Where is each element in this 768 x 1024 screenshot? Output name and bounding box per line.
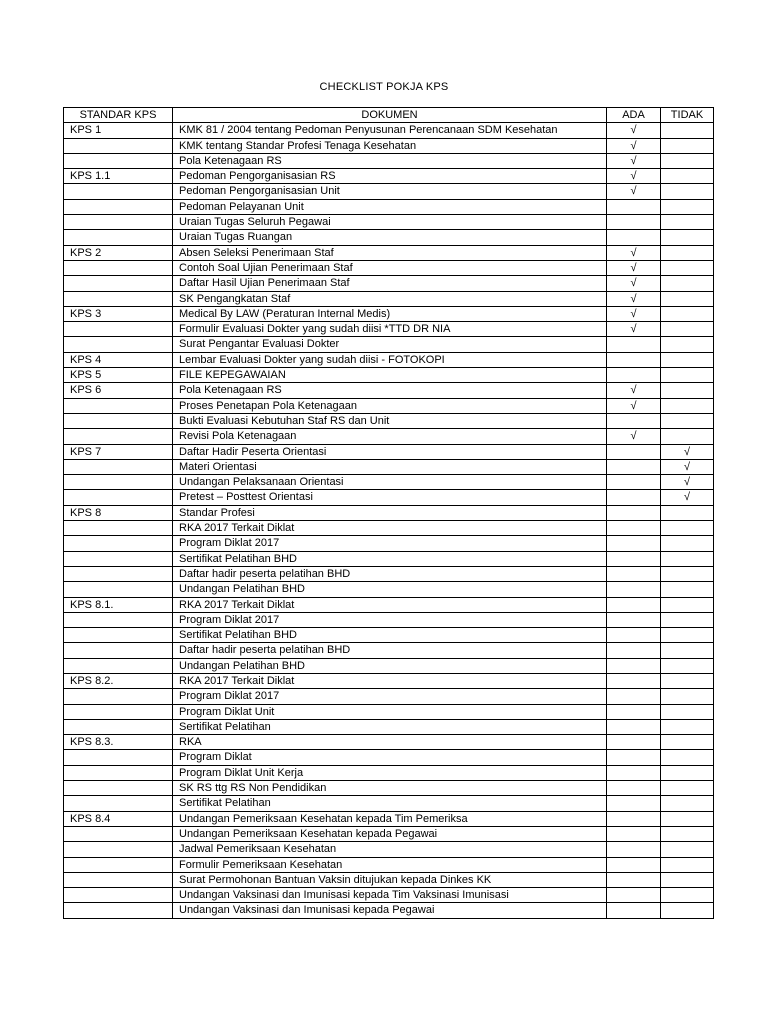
table-row — [64, 566, 714, 581]
ada-check-cell — [607, 719, 661, 734]
standard-cell — [64, 658, 173, 673]
tidak-check-cell — [661, 551, 714, 566]
document-cell: Daftar hadir peserta pelatihan BHD — [173, 566, 607, 581]
table-row — [64, 536, 714, 551]
table-row — [64, 521, 714, 536]
table-row — [64, 444, 714, 459]
document-cell: Pretest – Posttest Orientasi — [173, 490, 607, 505]
tidak-check-cell — [661, 673, 714, 688]
document-cell: Pedoman Pelayanan Unit — [173, 199, 607, 214]
ada-check-cell: √ — [607, 322, 661, 337]
ada-check-cell — [607, 597, 661, 612]
document-cell: RKA 2017 Terkait Diklat — [173, 673, 607, 688]
standard-cell — [64, 475, 173, 490]
standard-cell — [64, 888, 173, 903]
table-row — [64, 612, 714, 627]
standard-cell — [64, 857, 173, 872]
tidak-check-cell — [661, 352, 714, 367]
tidak-check-cell — [661, 245, 714, 260]
ada-check-cell: √ — [607, 138, 661, 153]
ada-check-cell — [607, 368, 661, 383]
ada-check-cell: √ — [607, 276, 661, 291]
header-tidak: TIDAK — [661, 108, 714, 123]
document-cell: Undangan Pelaksanaan Orientasi — [173, 475, 607, 490]
table-row — [64, 658, 714, 673]
document-cell: Program Diklat Unit — [173, 704, 607, 719]
ada-check-cell: √ — [607, 398, 661, 413]
tidak-check-cell — [661, 291, 714, 306]
ada-check-cell — [607, 689, 661, 704]
standard-cell — [64, 153, 173, 168]
standard-cell — [64, 551, 173, 566]
standard-cell: KPS 8.3. — [64, 735, 173, 750]
document-cell: Revisi Pola Ketenagaan — [173, 429, 607, 444]
ada-check-cell — [607, 413, 661, 428]
table-row — [64, 169, 714, 184]
table-row — [64, 888, 714, 903]
ada-check-cell: √ — [607, 245, 661, 260]
table-row — [64, 306, 714, 321]
table-row — [64, 781, 714, 796]
document-cell: Uraian Tugas Ruangan — [173, 230, 607, 245]
table-row — [64, 245, 714, 260]
tidak-check-cell — [661, 857, 714, 872]
table-row — [64, 123, 714, 138]
standard-cell — [64, 138, 173, 153]
table-row — [64, 719, 714, 734]
document-cell: FILE KEPEGAWAIAN — [173, 368, 607, 383]
standard-cell — [64, 521, 173, 536]
table-row — [64, 429, 714, 444]
ada-check-cell — [607, 735, 661, 750]
tidak-check-cell — [661, 888, 714, 903]
document-cell: Sertifikat Pelatihan — [173, 719, 607, 734]
ada-check-cell — [607, 490, 661, 505]
ada-check-cell — [607, 505, 661, 520]
table-row — [64, 413, 714, 428]
document-cell: RKA 2017 Terkait Diklat — [173, 597, 607, 612]
document-cell: Uraian Tugas Seluruh Pegawai — [173, 215, 607, 230]
table-row — [64, 765, 714, 780]
standard-cell: KPS 8 — [64, 505, 173, 520]
document-cell: Sertifikat Pelatihan BHD — [173, 628, 607, 643]
standard-cell: KPS 3 — [64, 306, 173, 321]
ada-check-cell — [607, 658, 661, 673]
document-cell: Contoh Soal Ujian Penerimaan Staf — [173, 260, 607, 275]
tidak-check-cell — [661, 429, 714, 444]
document-cell: Bukti Evaluasi Kebutuhan Staf RS dan Unit — [173, 413, 607, 428]
standard-cell — [64, 781, 173, 796]
table-row — [64, 490, 714, 505]
ada-check-cell — [607, 230, 661, 245]
tidak-check-cell — [661, 368, 714, 383]
standard-cell — [64, 536, 173, 551]
ada-check-cell — [607, 199, 661, 214]
document-cell: Absen Seleksi Penerimaan Staf — [173, 245, 607, 260]
ada-check-cell: √ — [607, 291, 661, 306]
standard-cell: KPS 7 — [64, 444, 173, 459]
tidak-check-cell — [661, 337, 714, 352]
table-row — [64, 735, 714, 750]
standard-cell: KPS 1.1 — [64, 169, 173, 184]
document-cell: Formulir Pemeriksaan Kesehatan — [173, 857, 607, 872]
table-row — [64, 322, 714, 337]
tidak-check-cell — [661, 276, 714, 291]
tidak-check-cell — [661, 750, 714, 765]
document-cell: Pedoman Pengorganisasian Unit — [173, 184, 607, 199]
standard-cell — [64, 582, 173, 597]
table-row — [64, 337, 714, 352]
document-cell: Undangan Pemeriksaan Kesehatan kepada Tim Pemeriksa — [173, 811, 607, 826]
ada-check-cell — [607, 872, 661, 887]
tidak-check-cell — [661, 719, 714, 734]
table-row — [64, 215, 714, 230]
standard-cell: KPS 4 — [64, 352, 173, 367]
tidak-check-cell — [661, 199, 714, 214]
tidak-check-cell — [661, 597, 714, 612]
table-row — [64, 826, 714, 841]
ada-check-cell — [607, 765, 661, 780]
standard-cell — [64, 322, 173, 337]
standard-cell — [64, 903, 173, 918]
table-row — [64, 475, 714, 490]
standard-cell — [64, 872, 173, 887]
document-cell: Program Diklat 2017 — [173, 612, 607, 627]
standard-cell — [64, 826, 173, 841]
tidak-check-cell: √ — [661, 459, 714, 474]
table-row — [64, 276, 714, 291]
tidak-check-cell — [661, 628, 714, 643]
tidak-check-cell — [661, 643, 714, 658]
ada-check-cell — [607, 536, 661, 551]
table-row — [64, 582, 714, 597]
table-row — [64, 184, 714, 199]
standard-cell — [64, 260, 173, 275]
tidak-check-cell — [661, 184, 714, 199]
standard-cell — [64, 704, 173, 719]
ada-check-cell — [607, 582, 661, 597]
standard-cell — [64, 337, 173, 352]
tidak-check-cell — [661, 505, 714, 520]
table-row — [64, 903, 714, 918]
tidak-check-cell — [661, 383, 714, 398]
tidak-check-cell — [661, 689, 714, 704]
tidak-check-cell — [661, 230, 714, 245]
table-row — [64, 383, 714, 398]
ada-check-cell — [607, 352, 661, 367]
table-row — [64, 628, 714, 643]
ada-check-cell: √ — [607, 429, 661, 444]
tidak-check-cell: √ — [661, 490, 714, 505]
standard-cell — [64, 490, 173, 505]
ada-check-cell — [607, 811, 661, 826]
document-cell: Formulir Evaluasi Dokter yang sudah diisi *TTD DR NIA — [173, 322, 607, 337]
document-cell: Medical By LAW (Peraturan Internal Medis) — [173, 306, 607, 321]
table-row — [64, 352, 714, 367]
document-cell: Pola Ketenagaan RS — [173, 383, 607, 398]
tidak-check-cell — [661, 903, 714, 918]
tidak-check-cell — [661, 704, 714, 719]
header-ada: ADA — [607, 108, 661, 123]
tidak-check-cell — [661, 872, 714, 887]
ada-check-cell — [607, 551, 661, 566]
document-cell: Pedoman Pengorganisasian RS — [173, 169, 607, 184]
tidak-check-cell — [661, 765, 714, 780]
standard-cell — [64, 184, 173, 199]
tidak-check-cell — [661, 306, 714, 321]
tidak-check-cell — [661, 566, 714, 581]
table-row — [64, 673, 714, 688]
ada-check-cell — [607, 826, 661, 841]
ada-check-cell — [607, 903, 661, 918]
ada-check-cell — [607, 459, 661, 474]
tidak-check-cell — [661, 138, 714, 153]
ada-check-cell — [607, 643, 661, 658]
document-cell: Program Diklat 2017 — [173, 536, 607, 551]
standard-cell — [64, 199, 173, 214]
table-header-row — [64, 108, 714, 123]
tidak-check-cell — [661, 260, 714, 275]
ada-check-cell — [607, 842, 661, 857]
ada-check-cell — [607, 704, 661, 719]
document-cell: Program Diklat 2017 — [173, 689, 607, 704]
ada-check-cell — [607, 857, 661, 872]
tidak-check-cell — [661, 215, 714, 230]
standard-cell — [64, 398, 173, 413]
standard-cell — [64, 429, 173, 444]
ada-check-cell — [607, 612, 661, 627]
table-row — [64, 260, 714, 275]
document-cell: Program Diklat Unit Kerja — [173, 765, 607, 780]
tidak-check-cell — [661, 842, 714, 857]
ada-check-cell: √ — [607, 184, 661, 199]
standard-cell — [64, 276, 173, 291]
standard-cell — [64, 413, 173, 428]
tidak-check-cell — [661, 413, 714, 428]
table-row — [64, 597, 714, 612]
table-row — [64, 291, 714, 306]
standard-cell: KPS 5 — [64, 368, 173, 383]
standard-cell — [64, 628, 173, 643]
document-cell: Standar Profesi — [173, 505, 607, 520]
ada-check-cell: √ — [607, 260, 661, 275]
document-cell: Undangan Pemeriksaan Kesehatan kepada Pegawai — [173, 826, 607, 841]
tidak-check-cell: √ — [661, 444, 714, 459]
ada-check-cell: √ — [607, 306, 661, 321]
document-cell: Program Diklat — [173, 750, 607, 765]
header-document: DOKUMEN — [173, 108, 607, 123]
standard-cell: KPS 8.2. — [64, 673, 173, 688]
document-cell: Sertifikat Pelatihan BHD — [173, 551, 607, 566]
tidak-check-cell — [661, 123, 714, 138]
document-cell: Daftar hadir peserta pelatihan BHD — [173, 643, 607, 658]
table-row — [64, 505, 714, 520]
table-row — [64, 153, 714, 168]
ada-check-cell — [607, 215, 661, 230]
ada-check-cell: √ — [607, 169, 661, 184]
tidak-check-cell — [661, 322, 714, 337]
table-row — [64, 138, 714, 153]
ada-check-cell — [607, 475, 661, 490]
ada-check-cell — [607, 750, 661, 765]
table-row — [64, 857, 714, 872]
table-row — [64, 230, 714, 245]
document-cell: Undangan Pelatihan BHD — [173, 582, 607, 597]
ada-check-cell — [607, 673, 661, 688]
standard-cell — [64, 796, 173, 811]
document-cell: RKA — [173, 735, 607, 750]
document-cell: Daftar Hasil Ujian Penerimaan Staf — [173, 276, 607, 291]
document-cell: KMK 81 / 2004 tentang Pedoman Penyusunan Perencanaan SDM Kesehatan — [173, 123, 607, 138]
ada-check-cell: √ — [607, 123, 661, 138]
standard-cell — [64, 689, 173, 704]
table-row — [64, 459, 714, 474]
tidak-check-cell — [661, 536, 714, 551]
tidak-check-cell — [661, 658, 714, 673]
ada-check-cell — [607, 521, 661, 536]
tidak-check-cell — [661, 811, 714, 826]
ada-check-cell: √ — [607, 383, 661, 398]
table-row — [64, 689, 714, 704]
tidak-check-cell — [661, 398, 714, 413]
ada-check-cell — [607, 796, 661, 811]
tidak-check-cell — [661, 735, 714, 750]
ada-check-cell — [607, 444, 661, 459]
table-row — [64, 398, 714, 413]
table-row — [64, 551, 714, 566]
document-cell: Jadwal Pemeriksaan Kesehatan — [173, 842, 607, 857]
table-row — [64, 842, 714, 857]
standard-cell — [64, 765, 173, 780]
document-cell: SK Pengangkatan Staf — [173, 291, 607, 306]
ada-check-cell — [607, 781, 661, 796]
document-cell: Lembar Evaluasi Dokter yang sudah diisi - FOTOKOPI — [173, 352, 607, 367]
table-row — [64, 796, 714, 811]
table-row — [64, 811, 714, 826]
ada-check-cell — [607, 888, 661, 903]
checklist-table — [63, 107, 714, 919]
table-row — [64, 368, 714, 383]
tidak-check-cell — [661, 796, 714, 811]
tidak-check-cell — [661, 612, 714, 627]
document-cell: Pola Ketenagaan RS — [173, 153, 607, 168]
document-cell: Undangan Vaksinasi dan Imunisasi kepada Pegawai — [173, 903, 607, 918]
standard-cell — [64, 291, 173, 306]
standard-cell: KPS 1 — [64, 123, 173, 138]
ada-check-cell — [607, 337, 661, 352]
standard-cell — [64, 750, 173, 765]
ada-check-cell — [607, 628, 661, 643]
tidak-check-cell — [661, 826, 714, 841]
document-cell: Proses Penetapan Pola Ketenagaan — [173, 398, 607, 413]
ada-check-cell: √ — [607, 153, 661, 168]
table-row — [64, 199, 714, 214]
page-title: CHECKLIST POKJA KPS — [319, 81, 449, 93]
document-cell: RKA 2017 Terkait Diklat — [173, 521, 607, 536]
table-row — [64, 872, 714, 887]
document-cell: Materi Orientasi — [173, 459, 607, 474]
standard-cell — [64, 215, 173, 230]
tidak-check-cell: √ — [661, 475, 714, 490]
table-row — [64, 704, 714, 719]
header-standard: STANDAR KPS — [64, 108, 173, 123]
document-cell: Undangan Vaksinasi dan Imunisasi kepada Tim Vaksinasi Imunisasi — [173, 888, 607, 903]
tidak-check-cell — [661, 521, 714, 536]
table-row — [64, 750, 714, 765]
document-cell: Surat Pengantar Evaluasi Dokter — [173, 337, 607, 352]
document-cell: KMK tentang Standar Profesi Tenaga Kesehatan — [173, 138, 607, 153]
standard-cell — [64, 230, 173, 245]
standard-cell — [64, 842, 173, 857]
standard-cell: KPS 6 — [64, 383, 173, 398]
standard-cell: KPS 8.4 — [64, 811, 173, 826]
tidak-check-cell — [661, 582, 714, 597]
standard-cell — [64, 566, 173, 581]
tidak-check-cell — [661, 153, 714, 168]
document-cell: Surat Permohonan Bantuan Vaksin ditujukan kepada Dinkes KK — [173, 872, 607, 887]
table-row — [64, 643, 714, 658]
ada-check-cell — [607, 566, 661, 581]
standard-cell: KPS 8.1. — [64, 597, 173, 612]
standard-cell: KPS 2 — [64, 245, 173, 260]
table-body — [64, 123, 714, 918]
tidak-check-cell — [661, 781, 714, 796]
document-cell: Daftar Hadir Peserta Orientasi — [173, 444, 607, 459]
document-cell: Sertifikat Pelatihan — [173, 796, 607, 811]
document-cell: Undangan Pelatihan BHD — [173, 658, 607, 673]
standard-cell — [64, 643, 173, 658]
tidak-check-cell — [661, 169, 714, 184]
document-cell: SK RS ttg RS Non Pendidikan — [173, 781, 607, 796]
standard-cell — [64, 459, 173, 474]
standard-cell — [64, 612, 173, 627]
standard-cell — [64, 719, 173, 734]
